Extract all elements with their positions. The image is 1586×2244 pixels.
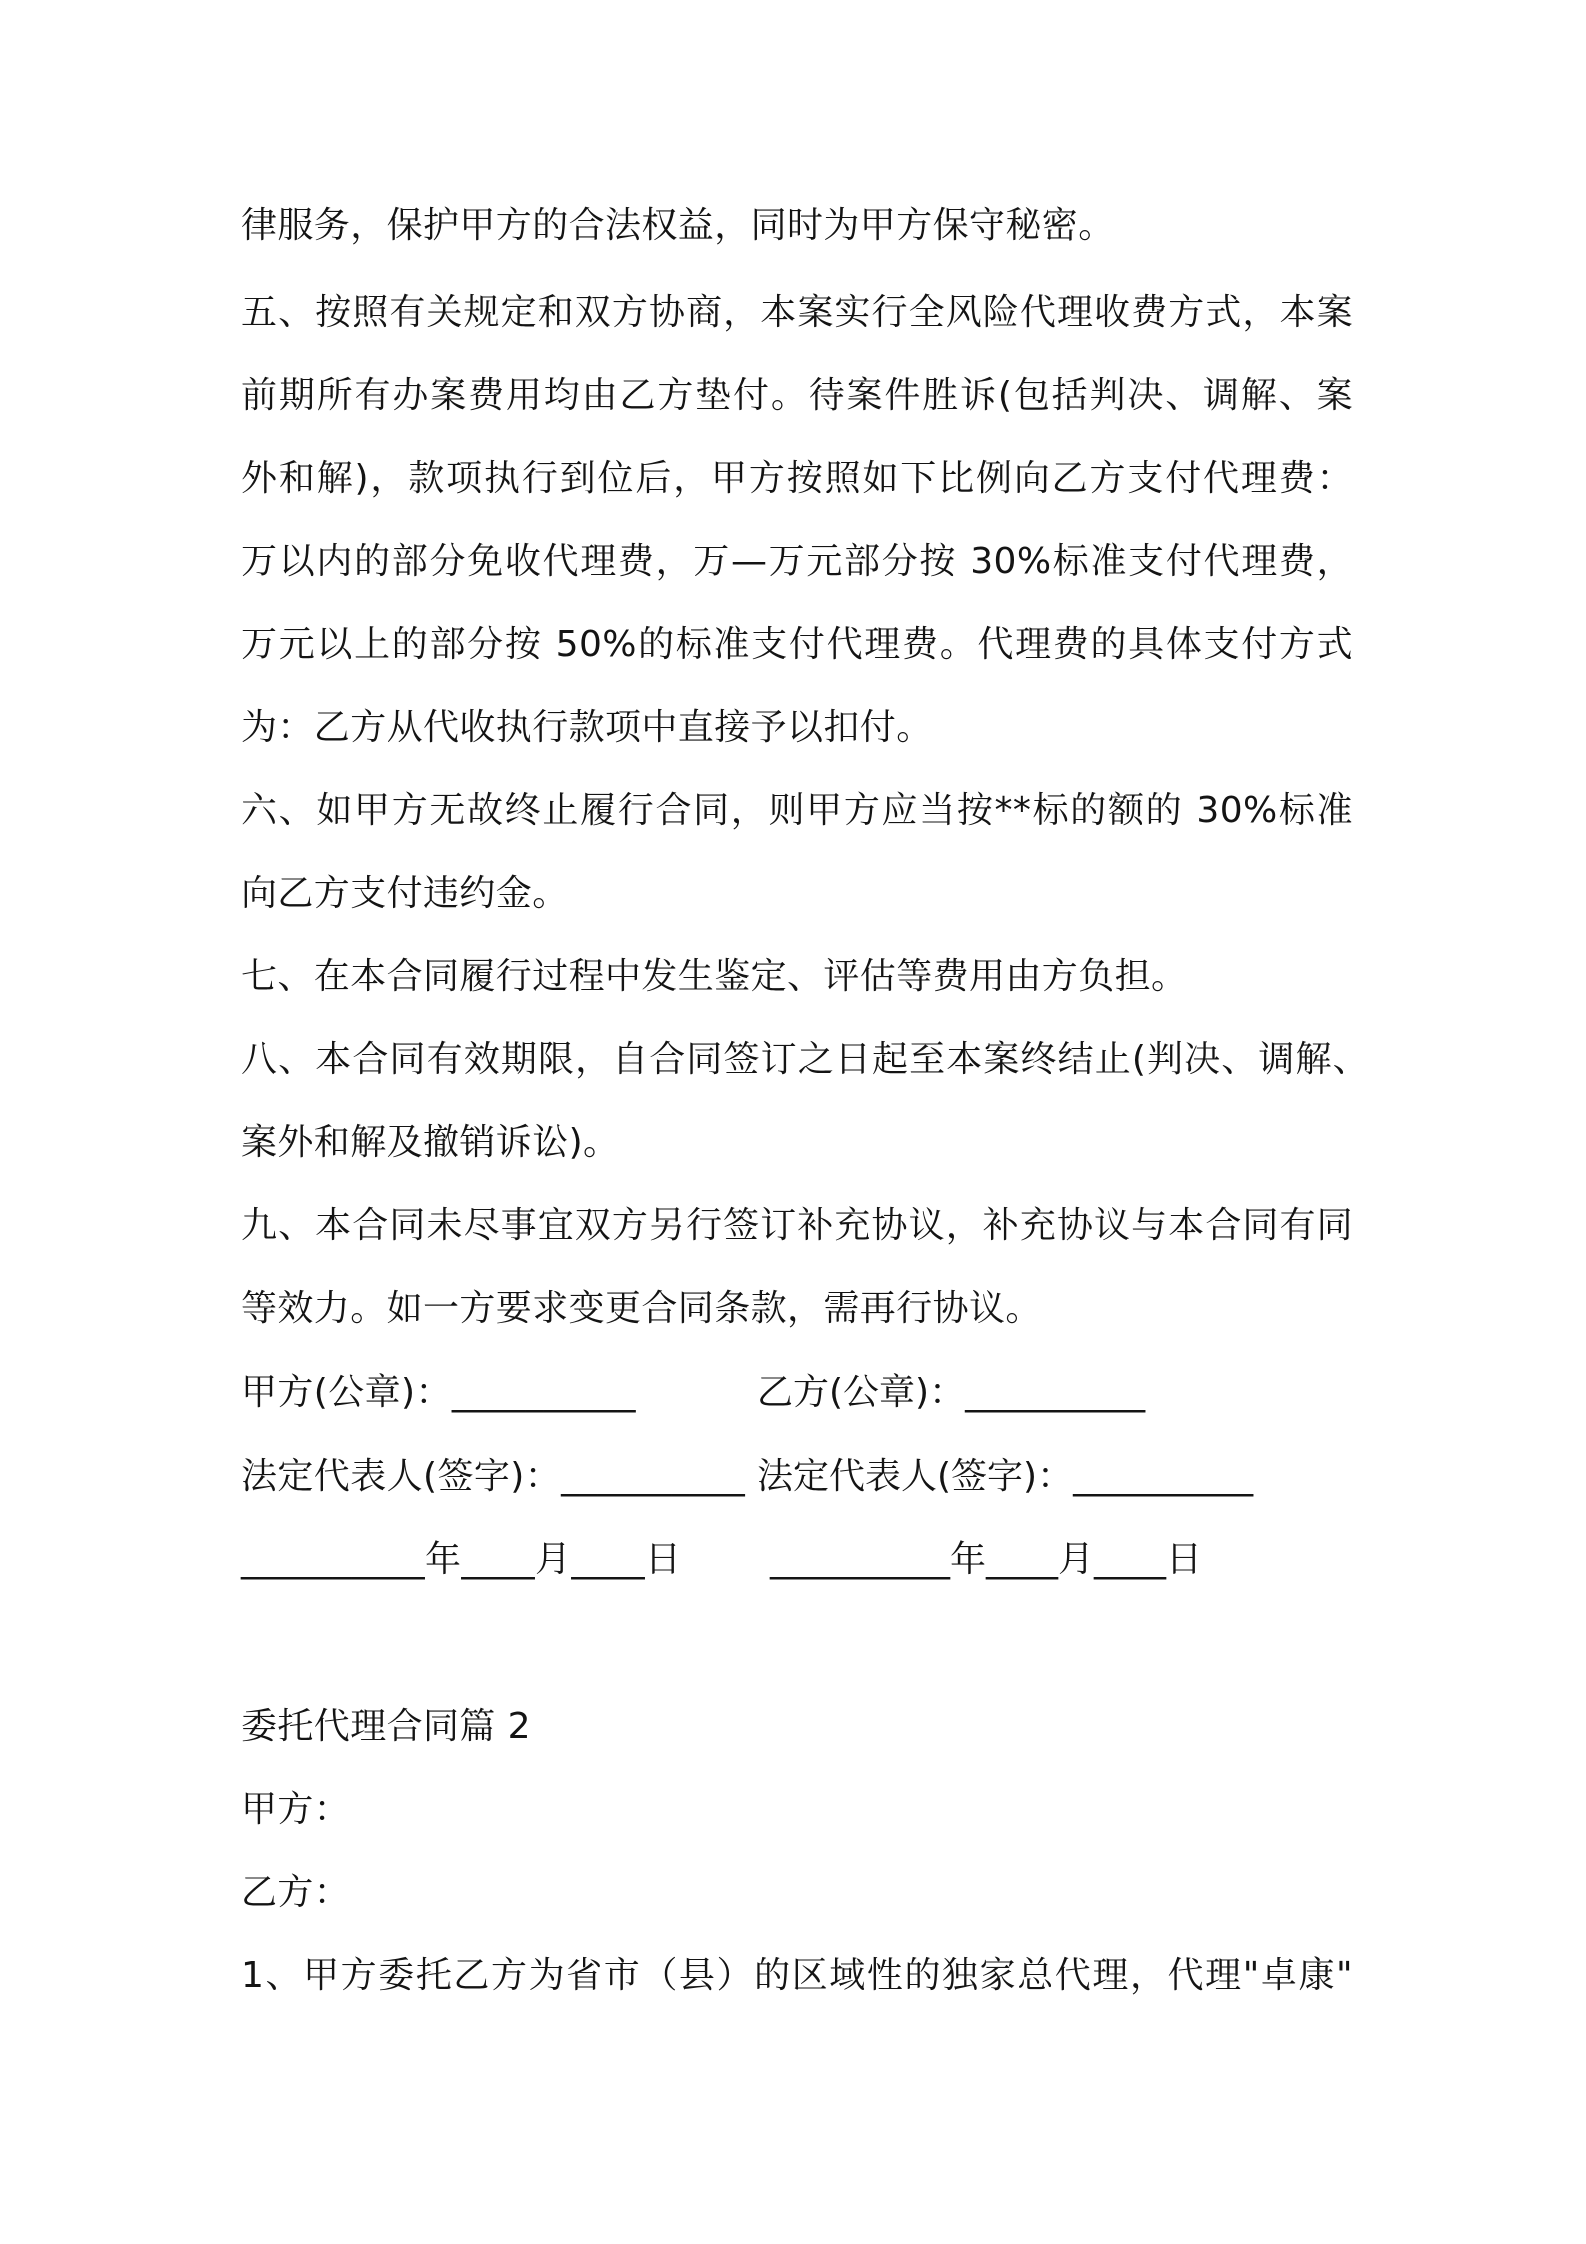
party-a-label: 甲方： [241,1789,351,1830]
party-b-seal-field: 乙方(公章)：__________ [757,1372,1146,1413]
paragraph-line: 五、按照有关规定和双方协商，本案实行全风险代理收费方式，本案 [241,292,1353,333]
paragraph-line: 向乙方支付违约金。 [241,873,569,914]
paragraph-line: 等效力。如一方要求变更合同条款，需再行协议。 [241,1288,1042,1329]
party-a-date-field: __________年____月____日 [241,1539,682,1580]
party-a-seal-field: 甲方(公章)：__________ [241,1372,636,1413]
paragraph-line: 万元以上的部分按 50%的标准支付代理费。代理费的具体支付方式 [241,624,1353,665]
paragraph-line: 案外和解及撤销诉讼)。 [241,1122,620,1163]
paragraph-line: 八、本合同有效期限，自合同签订之日起至本案终结止(判决、调解、 [241,1039,1369,1080]
paragraph-line: 万以内的部分免收代理费，万—万元部分按 30%标准支付代理费， [241,541,1353,582]
paragraph-line: 九、本合同未尽事宜双方另行签订补充协议，补充协议与本合同有同 [241,1205,1353,1246]
party-a-representative-field: 法定代表人(签字)：__________ [241,1456,746,1497]
section-title: 委托代理合同篇 2 [241,1706,531,1747]
party-b-representative-field: 法定代表人(签字)：__________ [757,1456,1254,1497]
paragraph-line: 前期所有办案费用均由乙方垫付。待案件胜诉(包括判决、调解、案 [241,375,1353,416]
paragraph-line: 律服务，保护甲方的合法权益，同时为甲方保守秘密。 [241,205,1115,246]
paragraph-line: 为：乙方从代收执行款项中直接予以扣付。 [241,707,933,748]
party-b-date-field: __________年____月____日 [770,1539,1202,1580]
paragraph-line: 六、如甲方无故终止履行合同，则甲方应当按**标的额的 30%标准 [241,790,1353,831]
paragraph-line: 外和解)，款项执行到位后，甲方按照如下比例向乙方支付代理费： [241,458,1353,499]
party-b-label: 乙方： [241,1872,351,1913]
clause-line: 1、甲方委托乙方为省市（县）的区域性的独家总代理，代理"卓康" [241,1955,1353,1996]
paragraph-line: 七、在本合同履行过程中发生鉴定、评估等费用由方负担。 [241,956,1188,997]
